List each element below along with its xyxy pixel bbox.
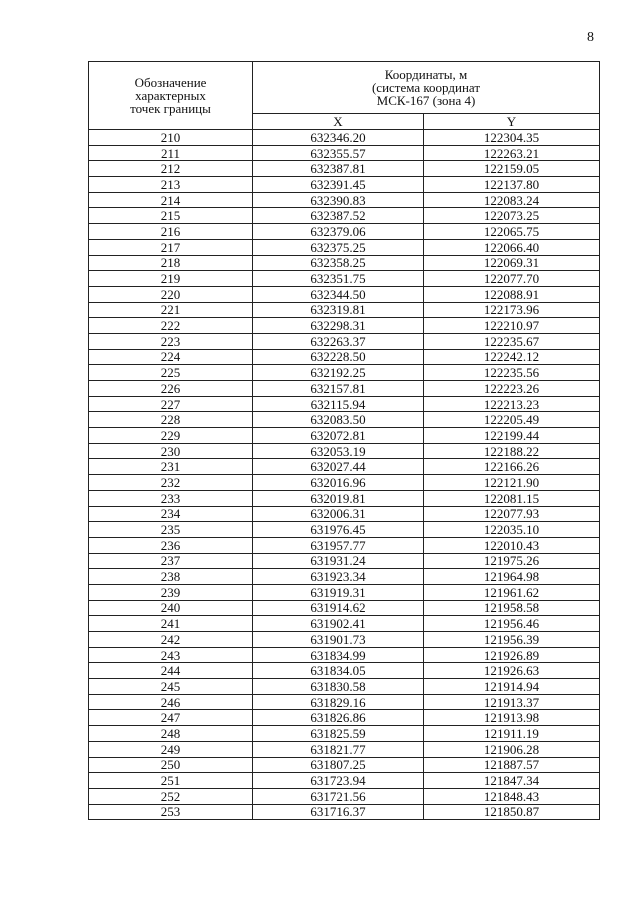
table-row	[89, 192, 600, 208]
x-cell: 632115.94	[253, 396, 424, 412]
table-row	[89, 145, 600, 161]
x-cell: 632016.96	[253, 475, 424, 491]
x-cell: 632298.31	[253, 318, 424, 334]
table-row	[89, 726, 600, 742]
x-cell: 631902.41	[253, 616, 424, 632]
table-row	[89, 757, 600, 773]
point-cell: 217	[89, 239, 253, 255]
y-cell: 122065.75	[424, 224, 600, 240]
table-row	[89, 679, 600, 695]
point-cell: 224	[89, 349, 253, 365]
table-row	[89, 286, 600, 302]
table-row	[89, 490, 600, 506]
table-row	[89, 647, 600, 663]
table-row	[89, 522, 600, 538]
y-cell: 122077.93	[424, 506, 600, 522]
y-cell: 122137.80	[424, 177, 600, 193]
point-cell: 219	[89, 271, 253, 287]
x-cell: 632351.75	[253, 271, 424, 287]
table-row	[89, 616, 600, 632]
table-row	[89, 333, 600, 349]
y-cell: 121848.43	[424, 788, 600, 804]
y-cell: 122213.23	[424, 396, 600, 412]
point-cell: 246	[89, 694, 253, 710]
point-cell: 228	[89, 412, 253, 428]
x-cell: 631825.59	[253, 726, 424, 742]
y-cell: 121926.89	[424, 647, 600, 663]
point-cell: 229	[89, 428, 253, 444]
point-cell: 242	[89, 632, 253, 648]
y-cell: 122081.15	[424, 490, 600, 506]
point-cell: 253	[89, 804, 253, 820]
table-row	[89, 365, 600, 381]
x-cell: 631957.77	[253, 537, 424, 553]
y-cell: 122073.25	[424, 208, 600, 224]
point-cell: 215	[89, 208, 253, 224]
y-cell: 121956.39	[424, 632, 600, 648]
y-cell: 122199.44	[424, 428, 600, 444]
x-cell: 632083.50	[253, 412, 424, 428]
point-cell: 214	[89, 192, 253, 208]
point-cell: 212	[89, 161, 253, 177]
x-cell: 632019.81	[253, 490, 424, 506]
x-cell: 632355.57	[253, 145, 424, 161]
x-cell: 631807.25	[253, 757, 424, 773]
point-cell: 252	[89, 788, 253, 804]
y-cell: 122077.70	[424, 271, 600, 287]
table-row	[89, 161, 600, 177]
point-cell: 221	[89, 302, 253, 318]
point-cell: 223	[89, 333, 253, 349]
y-cell: 121913.37	[424, 694, 600, 710]
y-cell: 122210.97	[424, 318, 600, 334]
point-cell: 234	[89, 506, 253, 522]
table-row	[89, 506, 600, 522]
x-cell: 632387.81	[253, 161, 424, 177]
x-cell: 632157.81	[253, 381, 424, 397]
x-cell: 631919.31	[253, 584, 424, 600]
point-cell: 239	[89, 584, 253, 600]
table-row	[89, 177, 600, 193]
y-cell: 122223.26	[424, 381, 600, 397]
x-cell: 632192.25	[253, 365, 424, 381]
point-column-header	[89, 62, 253, 130]
y-cell: 122166.26	[424, 459, 600, 475]
point-cell: 226	[89, 381, 253, 397]
y-cell: 121906.28	[424, 741, 600, 757]
table-row	[89, 271, 600, 287]
point-cell: 237	[89, 553, 253, 569]
table-row	[89, 569, 600, 585]
table-row	[89, 710, 600, 726]
y-cell: 122088.91	[424, 286, 600, 302]
point-cell: 225	[89, 365, 253, 381]
x-cell: 632228.50	[253, 349, 424, 365]
x-cell: 631716.37	[253, 804, 424, 820]
y-cell: 122035.10	[424, 522, 600, 538]
y-cell: 121913.98	[424, 710, 600, 726]
x-cell: 632006.31	[253, 506, 424, 522]
point-cell: 210	[89, 130, 253, 146]
x-cell: 631901.73	[253, 632, 424, 648]
table-row	[89, 553, 600, 569]
x-cell: 631834.99	[253, 647, 424, 663]
point-cell: 248	[89, 726, 253, 742]
point-cell: 216	[89, 224, 253, 240]
y-column-header: Y	[424, 114, 600, 130]
point-header-line: Обозначение	[134, 75, 207, 90]
y-cell: 121914.94	[424, 679, 600, 695]
point-cell: 218	[89, 255, 253, 271]
point-cell: 244	[89, 663, 253, 679]
y-cell: 122173.96	[424, 302, 600, 318]
y-cell: 121958.58	[424, 600, 600, 616]
x-cell: 632072.81	[253, 428, 424, 444]
table-row	[89, 208, 600, 224]
table-row	[89, 224, 600, 240]
coordinates-header-line: Координаты, м	[384, 67, 468, 82]
point-cell: 250	[89, 757, 253, 773]
x-cell: 631826.86	[253, 710, 424, 726]
point-cell: 233	[89, 490, 253, 506]
point-cell: 213	[89, 177, 253, 193]
x-cell: 631721.56	[253, 788, 424, 804]
y-cell: 122304.35	[424, 130, 600, 146]
x-column-header: X	[253, 114, 424, 130]
x-cell: 631723.94	[253, 773, 424, 789]
point-cell: 243	[89, 647, 253, 663]
x-cell: 632027.44	[253, 459, 424, 475]
y-cell: 122235.67	[424, 333, 600, 349]
x-cell: 632379.06	[253, 224, 424, 240]
x-cell: 631931.24	[253, 553, 424, 569]
x-cell: 631830.58	[253, 679, 424, 695]
table-row	[89, 130, 600, 146]
y-cell: 122263.21	[424, 145, 600, 161]
table-row	[89, 412, 600, 428]
x-cell: 631821.77	[253, 741, 424, 757]
y-cell: 122121.90	[424, 475, 600, 491]
y-cell: 122010.43	[424, 537, 600, 553]
table-row	[89, 632, 600, 648]
point-cell: 249	[89, 741, 253, 757]
table-row	[89, 537, 600, 553]
page-number: 8	[587, 30, 594, 45]
y-cell: 121847.34	[424, 773, 600, 789]
table-row	[89, 443, 600, 459]
x-cell: 632319.81	[253, 302, 424, 318]
x-cell: 631829.16	[253, 694, 424, 710]
point-cell: 241	[89, 616, 253, 632]
y-cell: 122159.05	[424, 161, 600, 177]
table-row	[89, 741, 600, 757]
table-row	[89, 239, 600, 255]
table-row	[89, 396, 600, 412]
table-row	[89, 302, 600, 318]
x-cell: 632358.25	[253, 255, 424, 271]
point-cell: 211	[89, 145, 253, 161]
x-cell: 631923.34	[253, 569, 424, 585]
table-row	[89, 663, 600, 679]
table-row	[89, 584, 600, 600]
table-row	[89, 255, 600, 271]
x-cell: 631834.05	[253, 663, 424, 679]
y-cell: 122205.49	[424, 412, 600, 428]
x-cell: 632346.20	[253, 130, 424, 146]
point-cell: 245	[89, 679, 253, 695]
point-cell: 232	[89, 475, 253, 491]
y-cell: 121926.63	[424, 663, 600, 679]
point-cell: 240	[89, 600, 253, 616]
x-cell: 632263.37	[253, 333, 424, 349]
y-cell: 122066.40	[424, 239, 600, 255]
x-cell: 632053.19	[253, 443, 424, 459]
table-row	[89, 459, 600, 475]
coordinates-header-line: (система координат	[371, 80, 481, 95]
table-row	[89, 381, 600, 397]
point-cell: 238	[89, 569, 253, 585]
table-row	[89, 475, 600, 491]
point-cell: 251	[89, 773, 253, 789]
y-cell: 121975.26	[424, 553, 600, 569]
y-cell: 121850.87	[424, 804, 600, 820]
table-row	[89, 773, 600, 789]
point-cell: 235	[89, 522, 253, 538]
x-cell: 632344.50	[253, 286, 424, 302]
table-row	[89, 349, 600, 365]
x-cell: 631914.62	[253, 600, 424, 616]
y-cell: 121961.62	[424, 584, 600, 600]
x-cell: 632390.83	[253, 192, 424, 208]
coordinates-header-line: МСК-167 (зона 4)	[376, 93, 476, 108]
coordinates-header	[253, 62, 600, 114]
point-cell: 222	[89, 318, 253, 334]
table-row	[89, 318, 600, 334]
point-cell: 220	[89, 286, 253, 302]
y-cell: 122188.22	[424, 443, 600, 459]
point-cell: 230	[89, 443, 253, 459]
x-cell: 631976.45	[253, 522, 424, 538]
y-cell: 122083.24	[424, 192, 600, 208]
y-cell: 122069.31	[424, 255, 600, 271]
y-cell: 121887.57	[424, 757, 600, 773]
x-cell: 632387.52	[253, 208, 424, 224]
point-cell: 247	[89, 710, 253, 726]
table-row	[89, 788, 600, 804]
x-cell: 632391.45	[253, 177, 424, 193]
table-row	[89, 600, 600, 616]
y-cell: 122235.56	[424, 365, 600, 381]
table-row	[89, 428, 600, 444]
y-cell: 121956.46	[424, 616, 600, 632]
point-cell: 227	[89, 396, 253, 412]
point-header-line: точек границы	[130, 101, 211, 116]
point-header-line: характерных	[135, 88, 206, 103]
x-cell: 632375.25	[253, 239, 424, 255]
y-cell: 121911.19	[424, 726, 600, 742]
y-cell: 122242.12	[424, 349, 600, 365]
table-row	[89, 804, 600, 820]
y-cell: 121964.98	[424, 569, 600, 585]
table-row	[89, 694, 600, 710]
point-cell: 236	[89, 537, 253, 553]
coordinates-table	[88, 61, 600, 820]
point-cell: 231	[89, 459, 253, 475]
